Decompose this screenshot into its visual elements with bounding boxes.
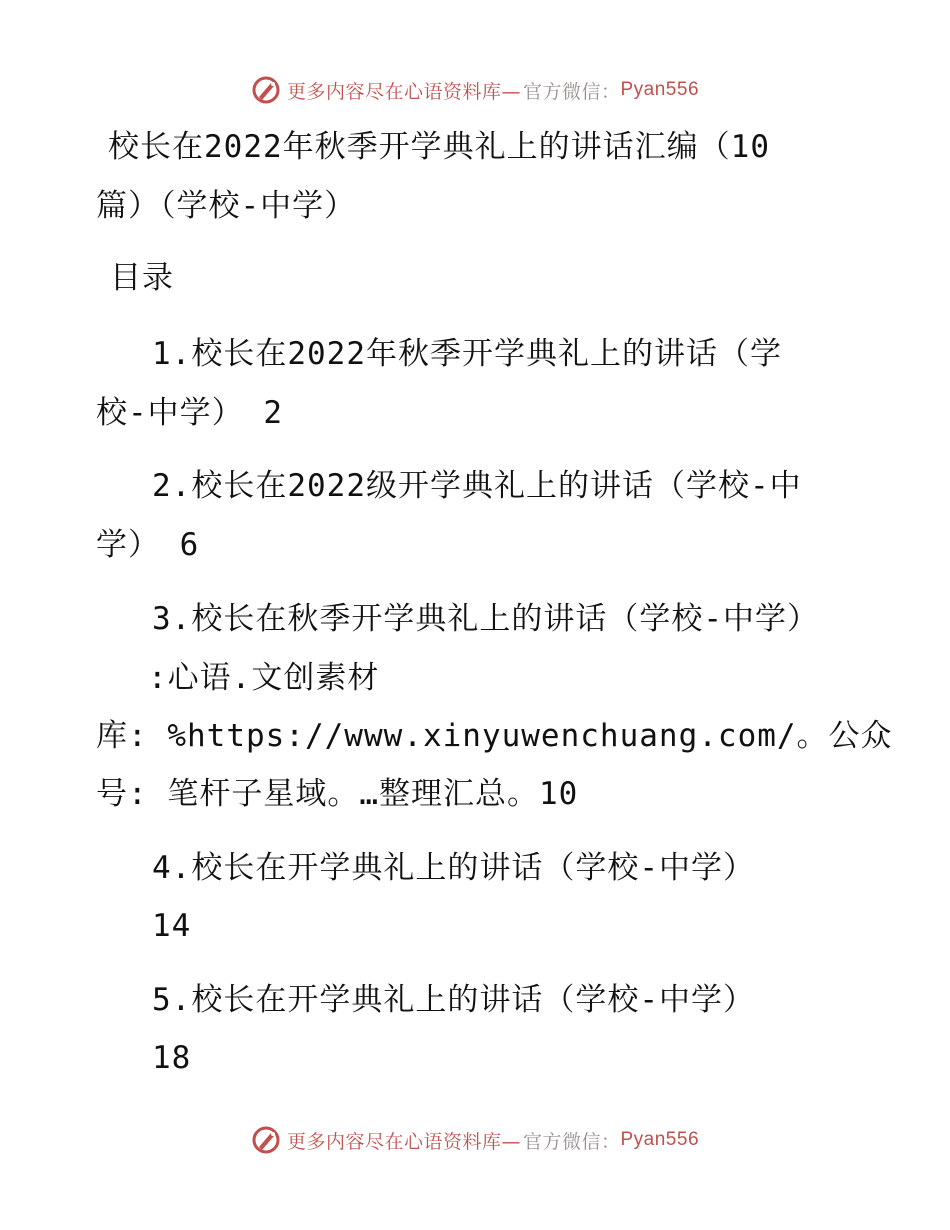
toc-entry-2-line-2[interactable]: 学） 6 <box>96 527 200 563</box>
toc-entry-5-line-2[interactable]: 18 <box>152 1040 192 1076</box>
toc-entry-4-line-1[interactable]: 4.校长在开学典礼上的讲话（学校-中学） <box>152 850 755 886</box>
document-title-line-2: 篇）（学校-中学） <box>96 188 357 224</box>
toc-entry-1-line-2[interactable]: 校-中学） 2 <box>96 395 283 431</box>
toc-heading: 目录 <box>110 260 174 296</box>
banner-wechat-handle: Pyan556 <box>620 1129 700 1150</box>
footer-banner <box>0 1120 950 1160</box>
document-title-line-1: 校长在2022年秋季开学典礼上的讲话汇编（10 <box>108 129 770 165</box>
toc-entry-3-line-4[interactable]: 号: 笔杆子星域。…整理汇总。10 <box>96 776 579 812</box>
banner-wechat-label: 官方微信： <box>522 80 621 103</box>
toc-entry-3-line-2[interactable]: :心语.文创素材 <box>148 660 380 696</box>
banner-promo-text: 更多内容尽在心语资料库— <box>286 80 521 103</box>
banner-wechat-handle: Pyan556 <box>620 79 700 100</box>
toc-entry-2-line-1[interactable]: 2.校长在2022级开学典礼上的讲话（学校-中 <box>152 468 802 504</box>
toc-entry-3-line-3[interactable]: 库: %https://www.xinyuwenchuang.com/。公众 <box>96 718 893 754</box>
header-banner <box>0 70 950 110</box>
toc-entry-5-line-1[interactable]: 5.校长在开学典礼上的讲话（学校-中学） <box>152 982 755 1018</box>
banner-promo-text: 更多内容尽在心语资料库— <box>286 1130 521 1153</box>
toc-entry-1-line-1[interactable]: 1.校长在2022年秋季开学典礼上的讲话（学 <box>152 336 782 372</box>
pen-logo-icon <box>251 75 281 105</box>
banner-wechat-label: 官方微信： <box>522 1130 621 1153</box>
pen-logo-icon <box>251 1125 281 1155</box>
toc-entry-4-line-2[interactable]: 14 <box>152 908 192 944</box>
toc-entry-3-line-1[interactable]: 3.校长在秋季开学典礼上的讲话（学校-中学） <box>152 601 819 637</box>
